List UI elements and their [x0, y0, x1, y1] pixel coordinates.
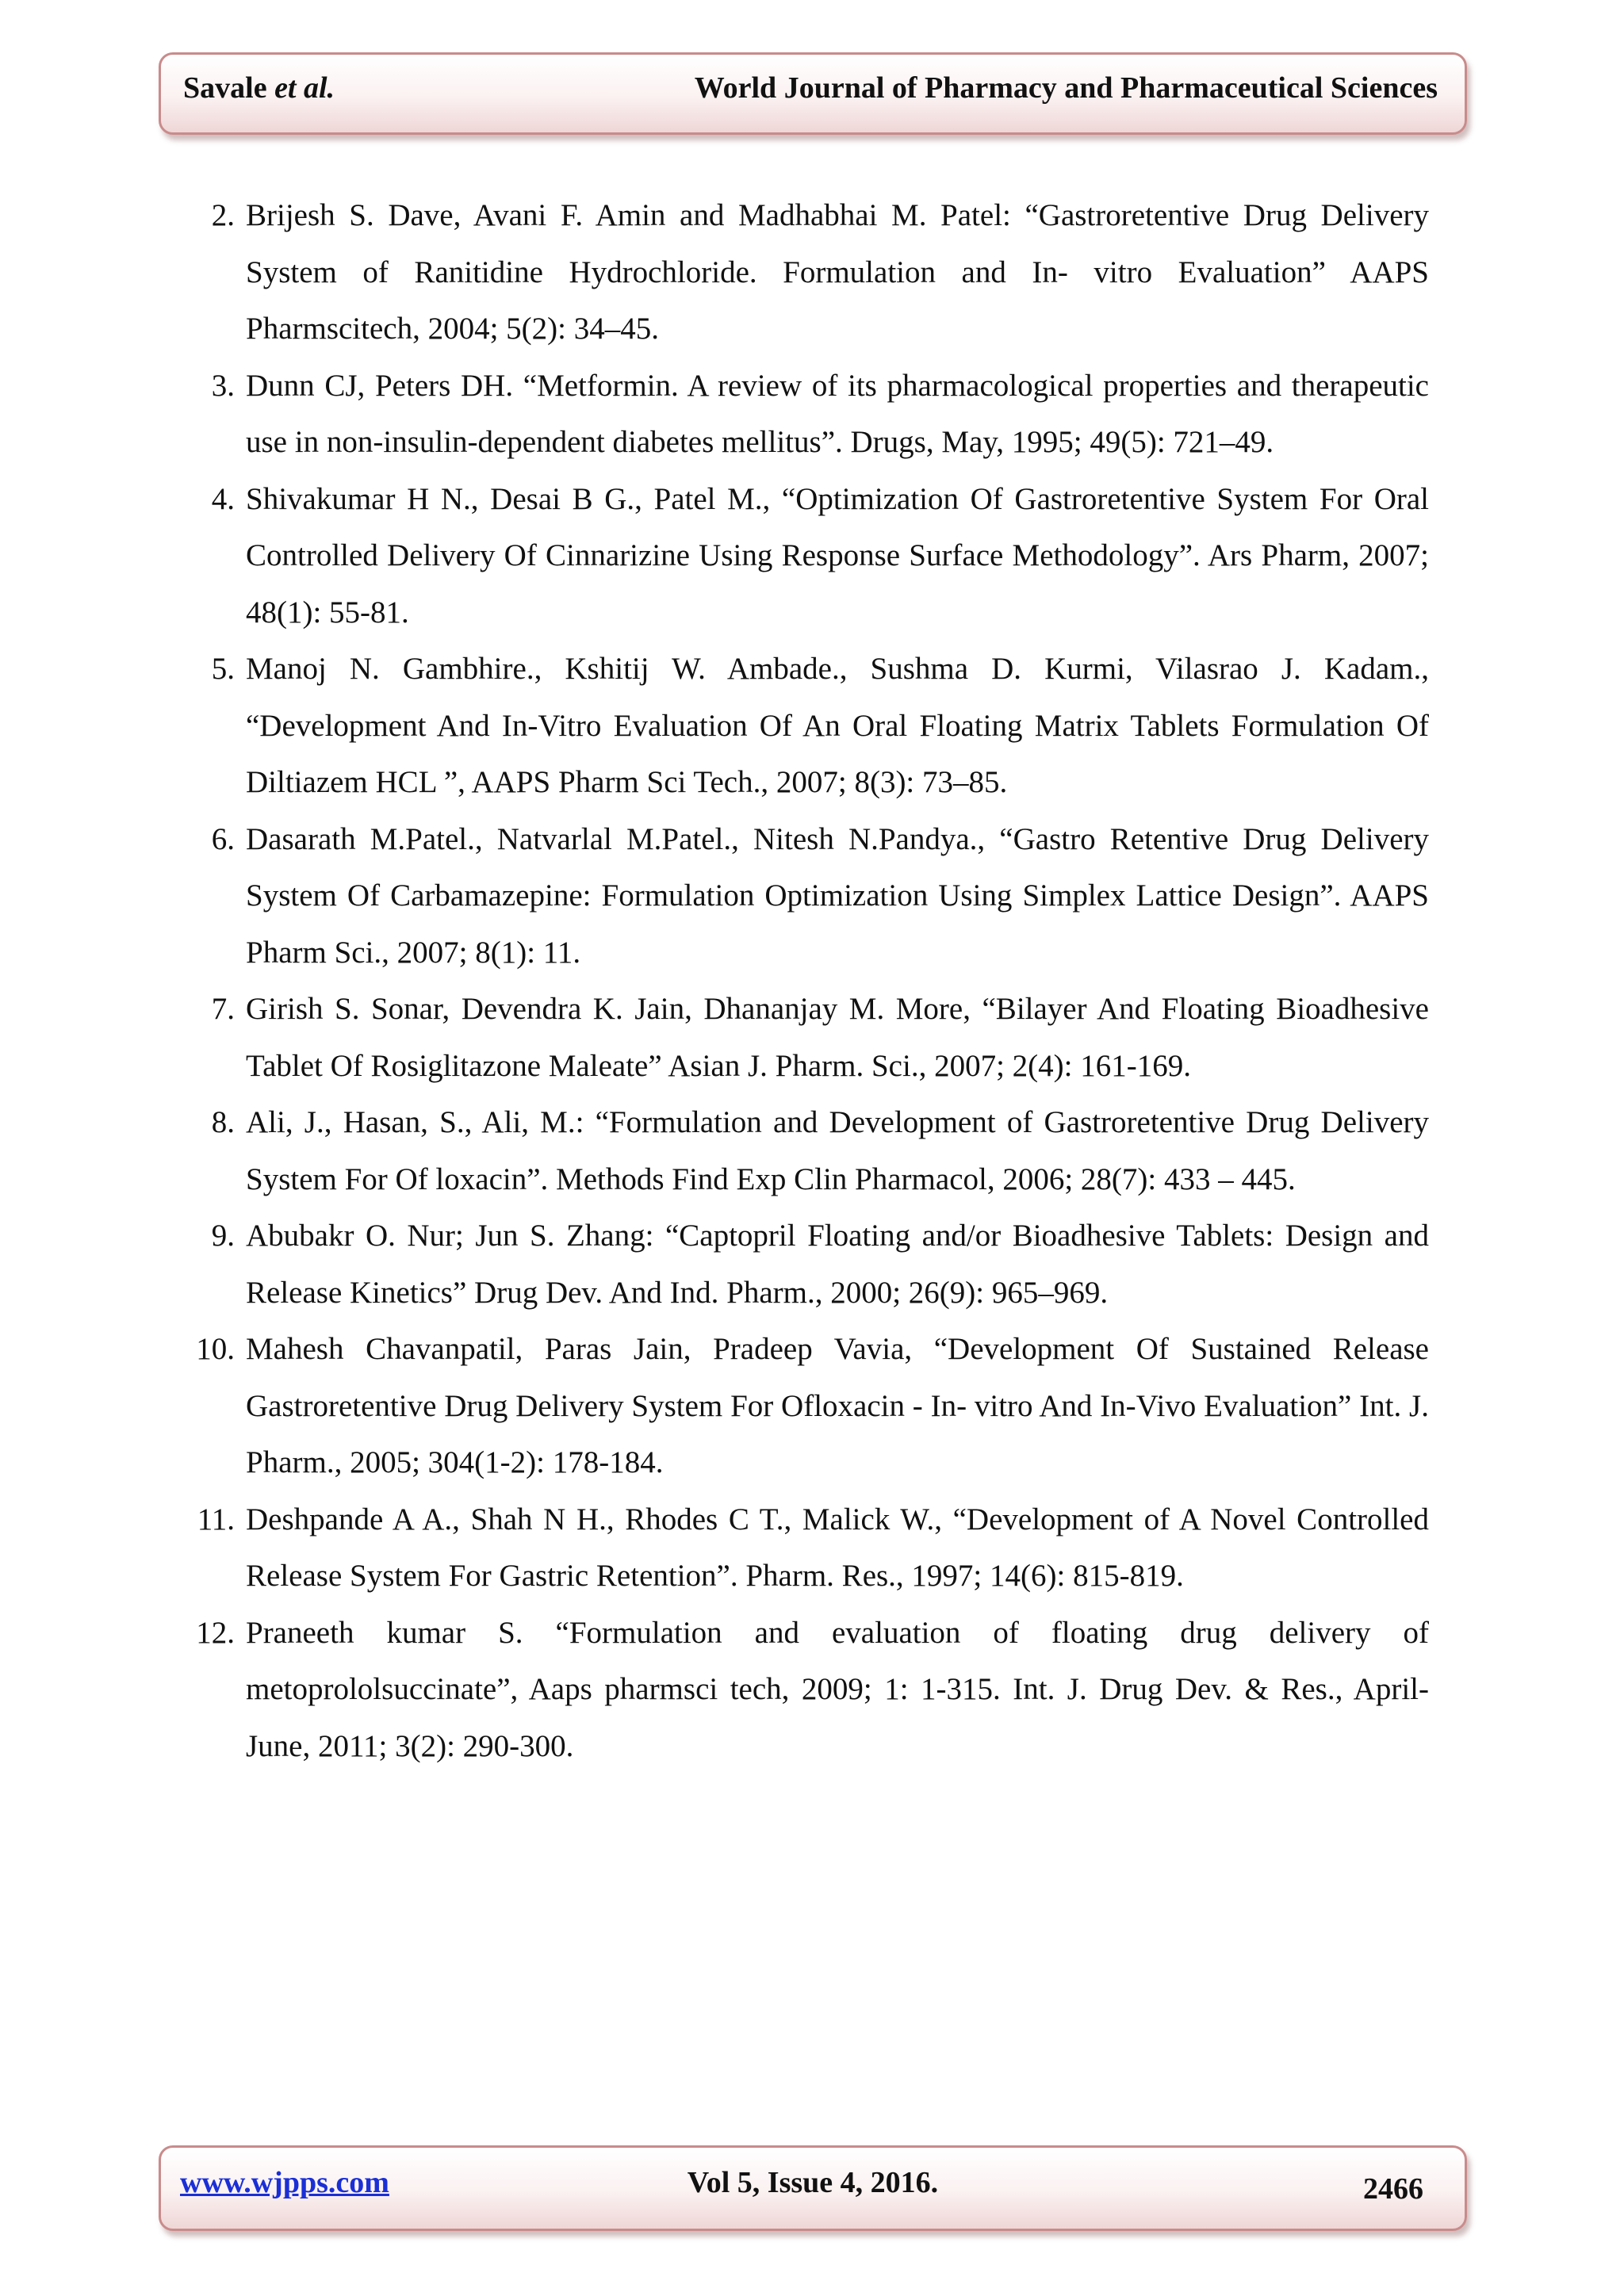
- reference-text: Abubakr O. Nur; Jun S. Zhang: “Captopril Floating and/or Bioadhesive Tablets: Design and Release Kinetics” Drug Dev. And Ind. Pharm., 2000; 26(9): 965–969.: [246, 1219, 1429, 1310]
- reference-item: [190, 1094, 1429, 1207]
- reference-number: 5.: [211, 652, 235, 686]
- reference-number: 11.: [197, 1502, 235, 1536]
- header-journal-title: World Journal of Pharmacy and Pharmaceutical Sciences: [694, 71, 1438, 105]
- reference-number: 4.: [211, 481, 235, 516]
- footer-volume-issue: Vol 5, Issue 4, 2016.: [687, 2166, 939, 2199]
- reference-item: [190, 981, 1429, 1094]
- reference-item: [190, 1207, 1429, 1321]
- reference-number: 3.: [211, 368, 235, 403]
- reference-number: 9.: [211, 1219, 235, 1253]
- header-author-name: Savale: [183, 71, 267, 105]
- page-number: 2466: [1363, 2172, 1423, 2206]
- reference-list: [190, 187, 1429, 1774]
- page-footer: [159, 2145, 1467, 2231]
- reference-text: Praneeth kumar S. “Formulation and evaluation of floating drug delivery of metoprololsuccinate”, Aaps pharmsci tech, 2009; 1: 1-315. Int. J. Drug Dev. & Res., April-June, 2011; 3(2): 290-300.: [246, 1615, 1429, 1763]
- reference-text: Shivakumar H N., Desai B G., Patel M., “Optimization Of Gastroretentive System For Oral Controlled Delivery Of Cinnarizine Using Response Surface Methodology”. Ars Pharm, 2007; 48(1): 55-81.: [246, 481, 1429, 629]
- reference-item: [190, 187, 1429, 358]
- reference-item: [190, 1321, 1429, 1491]
- header-author-etal: et al.: [274, 71, 335, 105]
- reference-text: Dasarath M.Patel., Natvarlal M.Patel., Nitesh N.Pandya., “Gastro Retentive Drug Delivery System Of Carbamazepine: Formulation Optimization Using Simplex Lattice Design”. AAPS Pharm Sci., 2007; 8(1): 11.: [246, 821, 1429, 970]
- page-header: [159, 52, 1467, 135]
- reference-text: Manoj N. Gambhire., Kshitij W. Ambade., Sushma D. Kurmi, Vilasrao J. Kadam., “Development And In-Vitro Evaluation Of An Oral Floating Matrix Tablets Formulation Of Diltiazem HCL ”, AAPS Pharm Sci Tech., 2007; 8(3): 73–85.: [246, 652, 1429, 799]
- reference-text: Girish S. Sonar, Devendra K. Jain, Dhananjay M. More, “Bilayer And Floating Bioadhesive Tablet Of Rosiglitazone Maleate” Asian J. Pharm. Sci., 2007; 2(4): 161-169.: [246, 992, 1429, 1083]
- reference-text: Deshpande A A., Shah N H., Rhodes C T., Malick W., “Development of A Novel Controlled Release System For Gastric Retention”. Pharm. Res., 1997; 14(6): 815-819.: [246, 1502, 1429, 1593]
- reference-text: Ali, J., Hasan, S., Ali, M.: “Formulation and Development of Gastroretentive Drug Delivery System For Of loxacin”. Methods Find Exp Clin Pharmacol, 2006; 28(7): 433 – 445.: [246, 1105, 1429, 1196]
- reference-item: [190, 641, 1429, 811]
- reference-number: 7.: [211, 992, 235, 1026]
- reference-text: Dunn CJ, Peters DH. “Metformin. A review of its pharmacological properties and therapeutic use in non-insulin-dependent diabetes mellitus”. Drugs, May, 1995; 49(5): 721–49.: [246, 368, 1429, 459]
- header-author: [183, 71, 335, 107]
- reference-number: 2.: [211, 198, 235, 232]
- reference-number: 6.: [211, 821, 235, 856]
- reference-item: [190, 358, 1429, 471]
- reference-number: 8.: [211, 1105, 235, 1139]
- footer-website-link[interactable]: www.wjpps.com: [180, 2166, 389, 2199]
- reference-text: Brijesh S. Dave, Avani F. Amin and Madhabhai M. Patel: “Gastroretentive Drug Delivery System of Ranitidine Hydrochloride. Formulation and In- vitro Evaluation” AAPS Pharmscitech, 2004; 5(2): 34–45.: [246, 198, 1429, 346]
- reference-item: [190, 1605, 1429, 1775]
- reference-number: 10.: [196, 1332, 235, 1366]
- reference-item: [190, 471, 1429, 641]
- reference-item: [190, 811, 1429, 982]
- reference-item: [190, 1491, 1429, 1605]
- reference-text: Mahesh Chavanpatil, Paras Jain, Pradeep Vavia, “Development Of Sustained Release Gastroretentive Drug Delivery System For Ofloxacin - In- vitro And In-Vivo Evaluation” Int. J. Pharm., 2005; 304(1-2): 178-184.: [246, 1332, 1429, 1479]
- reference-number: 12.: [196, 1615, 235, 1650]
